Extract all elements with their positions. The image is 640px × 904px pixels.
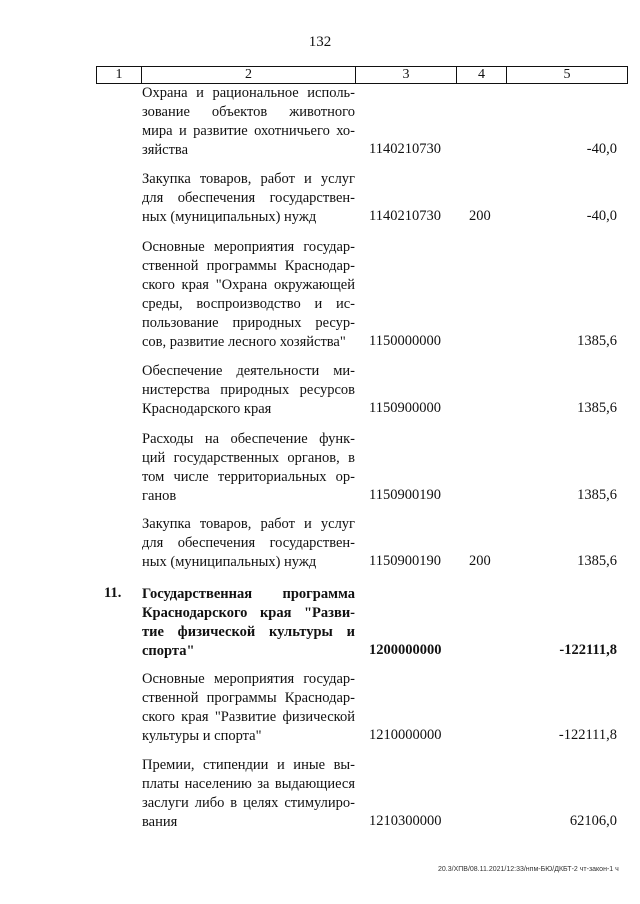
header-col-1: 1 [97,67,142,83]
row-description: Премии, стипендии и иные вы- платы населению за выдающиеся заслуги либо в целях стимулиро- вания [142,757,355,830]
row-vr: 200 [469,553,491,569]
header-col-5: 5 [563,67,571,82]
row-amount: 1385,6 [577,553,617,569]
page-number: 132 [308,34,332,50]
row-code: 1200000000 [369,642,442,658]
row-vr: 200 [469,208,491,224]
row-amount: -122111,8 [559,642,617,658]
row-amount: 1385,6 [577,487,617,503]
row-amount: 1385,6 [577,400,617,416]
row-amount: -40,0 [586,208,617,224]
header-col-2: 2 [142,67,356,83]
row-description: Расходы на обеспечение функ- ций государственных органов, в том числе территориальных ор- ганов [142,431,355,504]
row-code: 1150900000 [369,400,441,416]
row-description: Закупка товаров, работ и услуг для обеспечения государствен- ных (муниципальных) нужд [142,516,355,570]
row-description: Закупка товаров, работ и услуг для обеспечения государствен- ных (муниципальных) нужд [142,171,355,225]
row-description: Основные мероприятия государ- ственной программы Краснодар- ского края "Развитие физической культуры и спорта" [142,671,355,744]
row-amount: 1385,6 [577,333,617,349]
row-code: 1150900190 [369,487,441,503]
row-code: 1150000000 [369,333,441,349]
row-description: Охрана и рациональное исполь- зование объектов животного мира и развитие охотничьего хо- зяйства [142,85,355,158]
header-col-4: 4 [457,67,507,83]
row-description: Обеспечение деятельности ми- нистерства природных ресурсов Краснодарского края [142,363,355,417]
row-code: 1210000000 [369,727,442,743]
header-col-3: 3 [356,67,457,83]
row-description: Государственная программа Краснодарского края "Разви- тие физической культуры и спорта" [142,586,355,659]
row-number: 11. [104,585,122,601]
row-code: 1150900190 [369,553,441,569]
row-description: Основные мероприятия государ- ственной программы Краснодар- ского края "Охрана окружающей среды, воспроизводство и ис- пользование природных ресур- сов, развитие лесного хозяйства" [142,239,355,350]
row-amount: -40,0 [586,141,617,157]
row-amount: -122111,8 [558,727,617,743]
table-header [96,66,628,84]
row-code: 1140210730 [369,141,441,157]
row-code: 1140210730 [369,208,441,224]
row-code: 1210300000 [369,813,442,829]
row-amount: 62106,0 [569,813,617,829]
footer-stamp: 20.3/ХПВ/08.11.2021/12:33/нпм-БЮ/ДКБТ-2 чт-закон-1 ч [438,866,619,873]
